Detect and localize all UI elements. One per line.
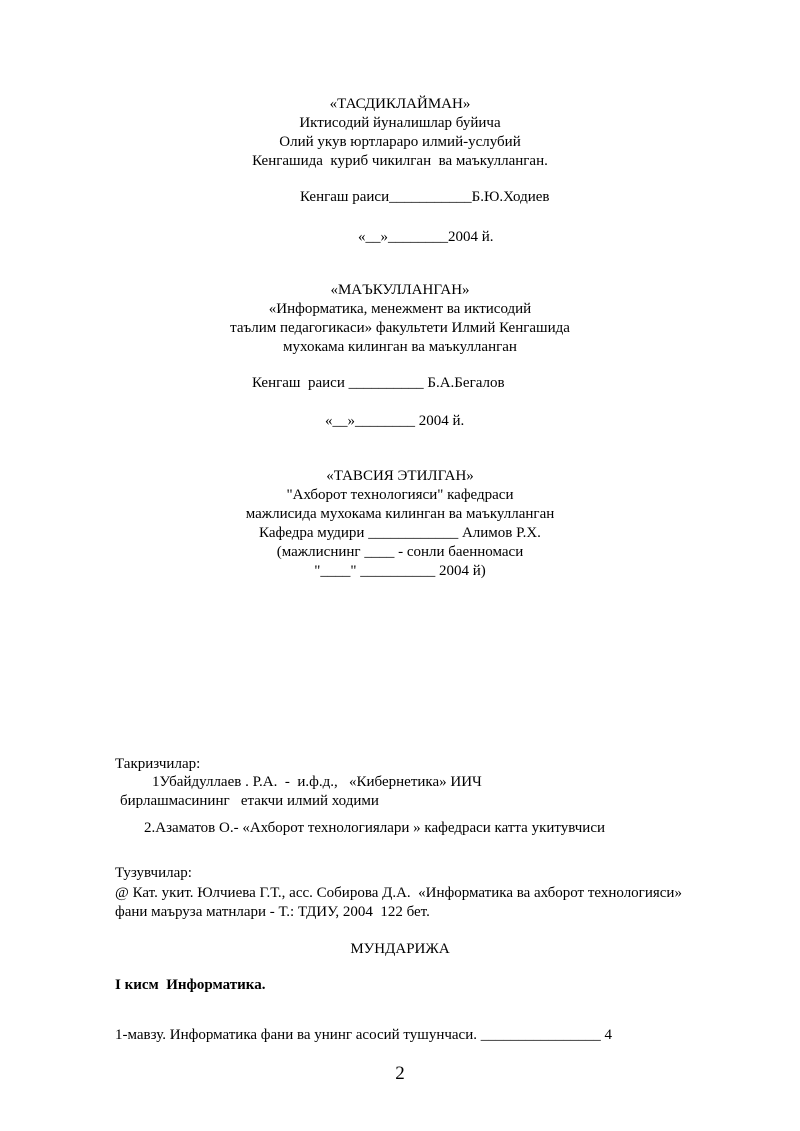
approval-line: таълим педагогикаси» факультети Илмий Кенгашида — [230, 320, 570, 336]
approval-line: "Ахборот технологияси" кафедраси — [286, 487, 514, 503]
compilers-line-2: фани маъруза матнлари - Т.: ТДИУ, 2004 122 бет. — [115, 904, 430, 920]
compilers-heading: Тузувчилар: — [115, 865, 192, 881]
page-number — [0, 1063, 800, 1085]
chairman-signature-line: Кенгаш раиси___________Б.Ю.Ходиев — [300, 189, 550, 205]
approval-title: «МАЪКУЛЛАНГАН» — [330, 282, 470, 298]
contents-title — [0, 940, 800, 959]
chairman-signature-line: Кенгаш раиси __________ Б.А.Бегалов — [252, 375, 505, 391]
approval-line: мажлисида мухокама килинган ва маъкулланган — [245, 506, 555, 522]
contents-item: 1-мавзу. Информатика фани ва унинг асосий тушунчаси. ________________ 4 — [115, 1027, 612, 1043]
approval-block-makullangan — [0, 281, 800, 357]
approval-line: Кафедра мудири ____________ Алимов Р.Х. — [259, 525, 541, 541]
reviewer-1-line-1: 1Убайдуллаев . Р.А. - и.ф.д., «Кибернетика» ИИЧ — [152, 774, 482, 790]
page-number-text: 2 — [395, 1063, 405, 1084]
approval-date-line: «__»________ 2004 й. — [325, 413, 465, 429]
reviewers-heading: Такризчилар: — [115, 756, 201, 772]
approval-block-tasdiklayman — [0, 95, 800, 171]
compilers-line-1: @ Кат. укит. Юлчиева Г.Т., асс. Собирова Д.А. «Информатика ва ахборот технологияси» — [115, 885, 682, 901]
approval-line: «Информатика, менежмент ва иктисодий — [268, 301, 532, 317]
approval-title: «ТАВСИЯ ЭТИЛГАН» — [326, 468, 474, 484]
contents-title-text: МУНДАРИЖА — [350, 941, 450, 957]
approval-date-line: «__»________2004 й. — [358, 229, 494, 245]
approval-line: "____" __________ 2004 й) — [314, 563, 486, 579]
approval-line: Олий укув юртлараро илмий-услубий — [279, 134, 521, 150]
approval-line: Иктисодий йуналишлар буйича — [299, 115, 501, 131]
approval-title: «ТАСДИКЛАЙМАН» — [329, 96, 471, 112]
approval-line: мухокама килинган ва маъкулланган — [283, 339, 517, 355]
contents-part-heading: I кисм Информатика. — [115, 977, 266, 993]
approval-block-tavsiya — [0, 467, 800, 581]
approval-line: (мажлиснинг ____ - сонли баенномаси — [276, 544, 524, 560]
approval-line: Кенгашида куриб чикилган ва маъкулланган. — [252, 153, 548, 169]
reviewer-1-line-2: бирлашмасининг етакчи илмий ходими — [120, 793, 379, 809]
reviewer-2: 2.Азаматов О.- «Ахборот технологиялари » кафедраси катта укитувчиси — [144, 820, 606, 836]
